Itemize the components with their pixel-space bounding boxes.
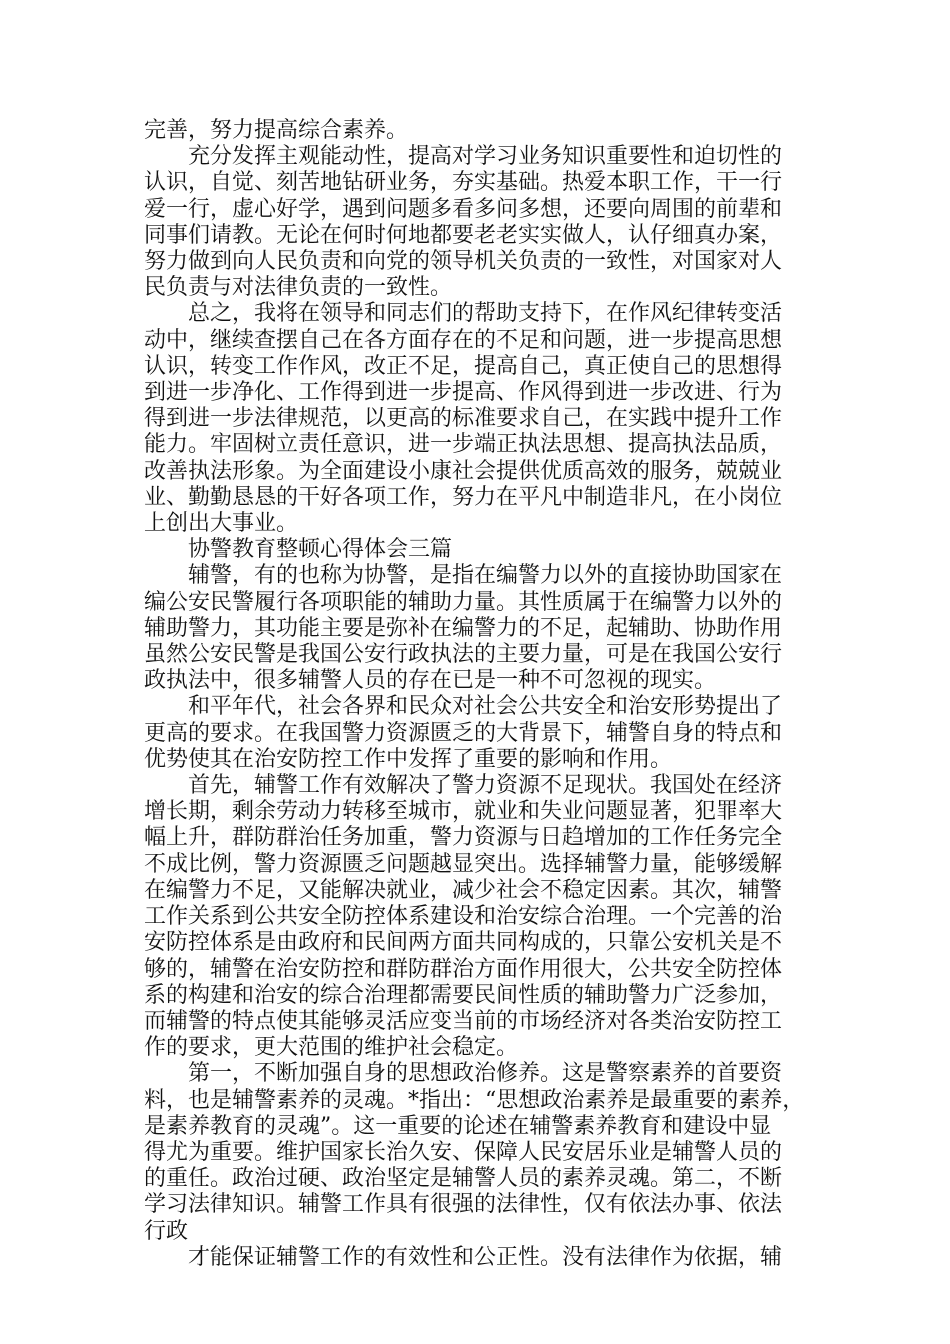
text-line: 认识，转变工作作风，改正不足，提高自己，真正使自己的思想得	[144, 353, 783, 379]
text-line: 和平年代，社会各界和民众对社会公共安全和治安形势提出了	[188, 694, 783, 720]
text-line: 作的要求，更大范围的维护社会稳定。	[144, 1035, 519, 1061]
text-line: 辅警，有的也称为协警，是指在编警力以外的直接协助国家在	[188, 563, 783, 589]
text-line: 政执法中，很多辅警人员的存在已是一种不可忽视的现实。	[144, 668, 717, 694]
text-line: 工作关系到公共安全防控体系建设和治安综合治理。一个完善的治	[144, 904, 783, 930]
text-line: 才能保证辅警工作的有效性和公正性。没有法律作为依据，辅	[188, 1244, 783, 1270]
text-line: 得到进一步法律规范，以更高的标准要求自己，在实践中提升工作	[144, 406, 783, 432]
text-line: 得尤为重要。维护国家长治久安、保障人民安居乐业是辅警人员的	[144, 1139, 783, 1165]
text-line: 业、勤勤恳恳的干好各项工作，努力在平凡中制造非凡，在小岗位	[144, 484, 783, 510]
text-line: 完善，努力提高综合素养。	[144, 118, 409, 143]
text-line: 学习法律知识。辅警工作具有很强的法律性，仅有依法办事、依法	[144, 1192, 783, 1218]
text-line: 第一，不断加强自身的思想政治修养。这是警察素养的首要资	[188, 1061, 783, 1087]
document-body	[144, 118, 810, 1271]
text-line: 在编警力不足，又能解决就业，减少社会不稳定因素。其次，辅警	[144, 877, 783, 903]
text-line: 不成比例，警力资源匮乏问题越显突出。选择辅警力量，能够缓解	[144, 851, 783, 877]
text-line: 协警教育整顿心得体会三篇	[188, 537, 453, 563]
paragraph	[144, 1061, 810, 1244]
paragraph	[144, 301, 810, 537]
text-line: 动中，继续查摆自己在各方面存在的不足和问题，进一步提高思想	[144, 327, 783, 353]
text-line: 能力。牢固树立责任意识，进一步端正执法思想、提高执法品质，	[144, 432, 783, 458]
text-line: 虽然公安民警是我国公安行政执法的主要力量，可是在我国公安行	[144, 642, 783, 668]
text-line: 是素养教育的灵魂”。这一重要的论述在辅警素养教育和建设中显	[144, 1113, 772, 1139]
paragraph	[144, 694, 810, 773]
text-line: 够的，辅警在治安防控和群防群治方面作用很大，公共安全防控体	[144, 956, 783, 982]
paragraph	[144, 1245, 810, 1271]
paragraph	[144, 144, 810, 301]
text-line: 辅助警力，其功能主要是弥补在编警力的不足，起辅助、协助作用	[144, 615, 783, 641]
text-line: 充分发挥主观能动性，提高对学习业务知识重要性和迫切性的	[188, 144, 783, 170]
text-line: 民负责与对法律负责的一致性。	[144, 275, 453, 301]
text-line: 同事们请教。无论在何时何地都要老老实实做人，认仔细真办案，	[144, 222, 783, 248]
text-line: 爱一行，虚心好学，遇到问题多看多问多想，还要向周围的前辈和	[144, 196, 783, 222]
text-line: 幅上升，群防群治任务加重，警力资源与日趋增加的工作任务完全	[144, 825, 783, 851]
text-line: 的重任。政治过硬、政治坚定是辅警人员的素养灵魂。第二，不断	[144, 1166, 783, 1192]
text-line: 而辅警的特点使其能够灵活应变当前的市场经济对各类治安防控工	[144, 1008, 783, 1034]
text-line: 编公安民警履行各项职能的辅助力量。其性质属于在编警力以外的	[144, 589, 783, 615]
text-line: 努力做到向人民负责和向党的领导机关负责的一致性，对国家对人	[144, 249, 783, 275]
text-line: 系的构建和治安的综合治理都需要民间性质的辅助警力广泛参加，	[144, 982, 783, 1008]
paragraph	[144, 563, 810, 694]
paragraph	[144, 118, 810, 144]
text-line: 安防控体系是由政府和民间两方面共同构成的，只靠公安机关是不	[144, 930, 783, 956]
paragraph	[144, 773, 810, 1061]
text-line: 更高的要求。在我国警力资源匮乏的大背景下，辅警自身的特点和	[144, 720, 783, 746]
paragraph	[144, 537, 810, 563]
text-line: 上创出大事业。	[144, 511, 299, 537]
text-line: 总之，我将在领导和同志们的帮助支持下，在作风纪律转变活	[188, 301, 783, 327]
text-line: 优势使其在治安防控工作中发挥了重要的影响和作用。	[144, 746, 673, 772]
text-line: 行政	[144, 1218, 189, 1244]
text-line: 首先，辅警工作有效解决了警力资源不足现状。我国处在经济	[188, 773, 783, 799]
text-line: 料，也是辅警素养的灵魂。*指出：“思想政治素养是最重要的素养，	[144, 1087, 805, 1113]
text-line: 到进一步净化、工作得到进一步提高、作风得到进一步改进、行为	[144, 380, 783, 406]
text-line: 认识，自觉、刻苦地钻研业务，夯实基础。热爱本职工作，干一行	[144, 170, 783, 196]
text-line: 改善执法形象。为全面建设小康社会提供优质高效的服务，兢兢业	[144, 458, 783, 484]
text-line: 增长期，剩余劳动力转移至城市，就业和失业问题显著，犯罪率大	[144, 799, 783, 825]
